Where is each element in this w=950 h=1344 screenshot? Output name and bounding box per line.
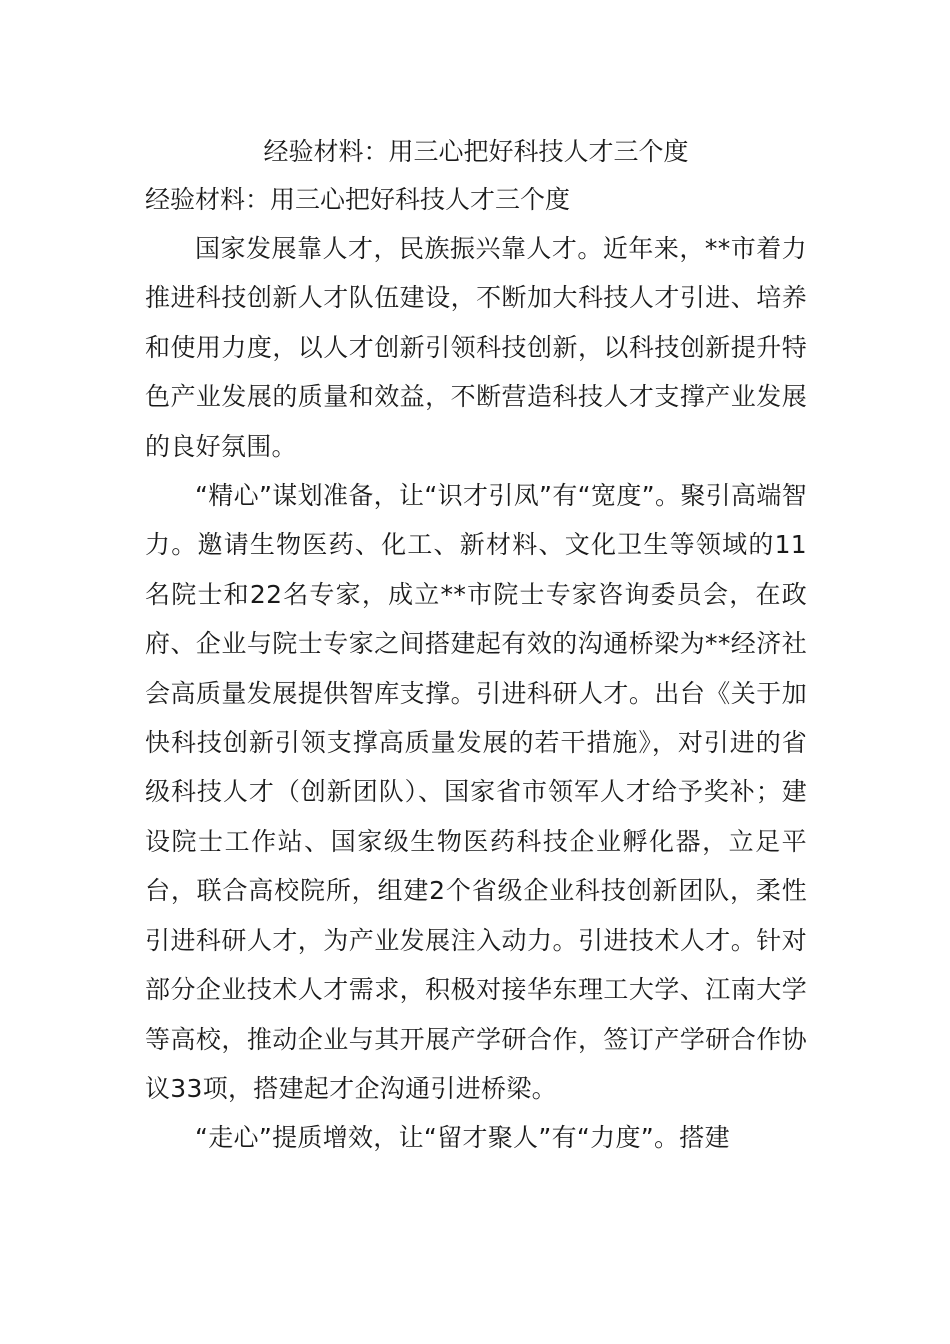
document-title: 经验材料：用三心把好科技人才三个度 bbox=[263, 137, 689, 166]
paragraph-section-one: “精心”谋划准备，让“识才引凤”有“宽度”。聚引高端智力。邀请生物医药、化工、新材料、文化卫生等领域的11名院士和22名专家，成立**市院士专家咨询委员会，在政府、企业与院士专家之间搭建起有效的沟通桥梁为**经济社会高质量发展提供智库支撑。引进科研人才。出台《关于加快科技创新引领支撑高质量发展的若干措施》，对引进的省级科技人才（创新团队）、国家省市领军人才给予奖补；建设院士工作站、国家级生物医药科技企业孵化器，立足平台，联合高校院所，组建2个省级企业科技创新团队，柔性引进科研人才，为产业发展注入动力。引进技术人才。针对部分企业技术人才需求，积极对接华东理工大学、江南大学等高校，推动企业与其开展产学研合作，签订产学研合作协议33项，搭建起才企沟通引进桥梁。 bbox=[145, 481, 807, 1103]
paragraph-section-two: “走心”提质增效，让“留才聚人”有“力度”。搭建 bbox=[195, 1123, 730, 1153]
document-body bbox=[145, 128, 807, 1163]
paragraph-intro: 国家发展靠人才，民族振兴靠人才。近年来，**市着力推进科技创新人才队伍建设，不断加大科技人才引进、培养和使用力度，以人才创新引领科技创新，以科技创新提升特色产业发展的质量和效益，不断营造科技人才支撑产业发展的良好氛围。 bbox=[145, 234, 807, 461]
document-subtitle: 经验材料：用三心把好科技人才三个度 bbox=[145, 185, 571, 214]
